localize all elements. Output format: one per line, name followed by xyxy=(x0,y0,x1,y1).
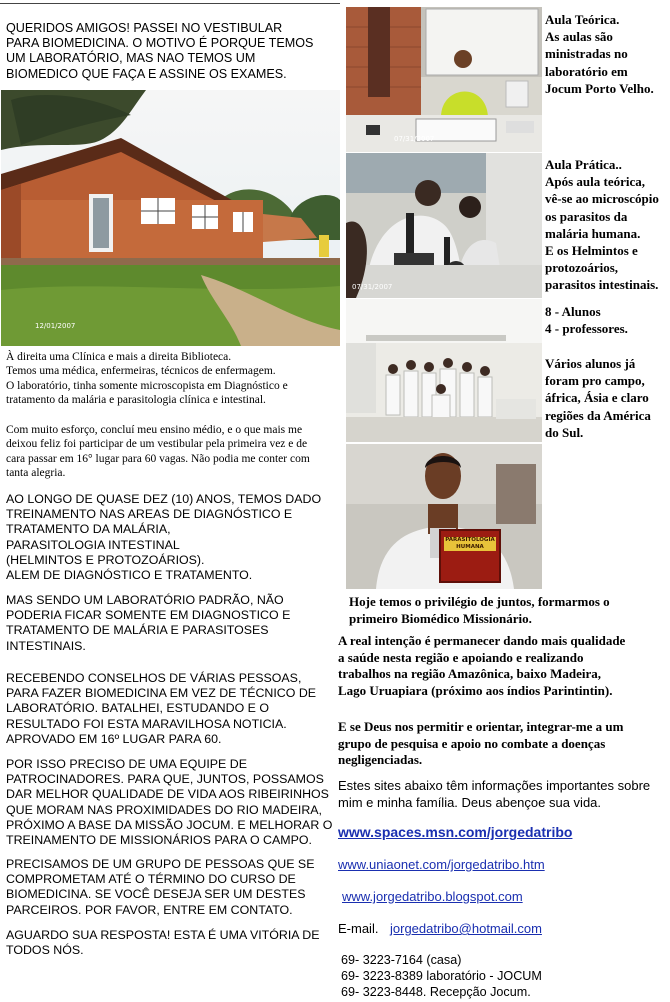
photo-date-stamp: 12/01/2007 xyxy=(35,322,76,330)
intention-text: A real intenção é permanecer dando mais qualidade a saúde nesta região e apoiando e realizando trabalhos na região Amazônica, baixo Madeira, Lago Uruapiara (próximo aos índios Parintintin). xyxy=(338,633,626,698)
phone-lab: 69- 3223-8389 laboratório - JOCUM xyxy=(341,969,542,983)
field-students-text: Vários alunos já foram pro campo, áfrica, Ásia e claro regiões da América do Sul. xyxy=(545,356,651,440)
email-label: E-mail. xyxy=(338,921,379,936)
privilege-text: Hoje temos o privilégio de juntos, formarmos o primeiro Biomédico Missionário. xyxy=(349,594,610,626)
phone-reception: 69- 3223-8448. Recepção Jocum. xyxy=(341,985,531,999)
link-spaces-msn[interactable]: www.spaces.msn.com/jorgedatribo xyxy=(338,824,573,840)
building-photo xyxy=(1,90,340,346)
intro-paragraph: QUERIDOS AMIGOS! PASSEI NO VESTIBULAR PARA BIOMEDICINA. O MOTIVO É PORQUE TEMOS UM LABORATÓRIO, MAS NAO TEMOS UM BIOMEDICO QUE FAÇA E ASSINE OS EXAMES. xyxy=(6,21,314,81)
students-group-photo xyxy=(346,299,542,442)
theory-class-photo xyxy=(346,7,542,152)
email-link[interactable]: jorgedatribo@hotmail.com xyxy=(390,921,542,936)
building-caption: À direita uma Clínica e mais a direita Biblioteca. Temos uma médica, enfermeiras, técnicos de enfermagem. O laboratório, tinha somente microscopista em Diagnóstico e tratamento da malária e parasitologia clínica e intestinal. xyxy=(6,351,288,407)
sponsors-paragraph: POR ISSO PRECISO DE UMA EQUIPE DE PATROCINADORES. PARA QUE, JUNTOS, POSSAMOS DAR MELHOR QUALIDADE DE VIDA AOS RIBEIRINHOS QUE MORAM NAS PROXIMIDADES DO RIO MADEIRA, PRÓXIMO A BASE DA MISSÃO JOCUM. E MELHORAR O TREINAMENTO DE MISSIONÁRIOS PARA O CAMPO. xyxy=(6,757,333,848)
sites-intro-text: Estes sites abaixo têm informações importantes sobre mim e minha família. Deus abençoe sua vida. xyxy=(338,778,651,810)
training-paragraph: AO LONGO DE QUASE DEZ (10) ANOS, TEMOS DADO TREINAMENTO NAS AREAS DE DIAGNÓSTICO E TRATAMENTO DA MALÁRIA, PARASITOLOGIA INTESTINAL (HELMINTOS E PROTOZOÁRIOS). ALEM DE DIAGNÓSTICO E TRATAMENTO. xyxy=(6,492,322,583)
group-paragraph: PRECISAMOS DE UM GRUPO DE PESSOAS QUE SE COMPROMETAM ATÉ O TÉRMINO DO CURSO DE BIOMEDICINA. SE VOCÊ DESEJA SER UM DESTES PARCEIROS. POR FAVOR, ENTRE EM CONTATO. xyxy=(6,857,315,917)
aula-teorica-text: Aula Teórica. As aulas são ministradas no laboratório em Jocum Porto Velho. xyxy=(545,12,654,96)
standard-lab-paragraph: MAS SENDO UM LABORATÓRIO PADRÃO, NÃO PODERIA FICAR SOMENTE EM DIAGNOSTICO E TRATAMENTO DE MALÁRIA E PARASITOSES INTESTINAIS. xyxy=(6,593,291,653)
link-blogspot[interactable]: www.jorgedatribo.blogspot.com xyxy=(342,889,523,904)
student-portrait-photo xyxy=(346,444,542,589)
photo-date-stamp: 07/31/2007 xyxy=(394,135,435,143)
link-uniaonet[interactable]: www.uniaonet.com/jorgedatribo.htm xyxy=(338,857,545,872)
class-counts-text: 8 - Alunos 4 - professores. xyxy=(545,304,628,337)
top-divider xyxy=(0,3,340,4)
book xyxy=(439,529,501,583)
effort-paragraph: Com muito esforço, concluí meu ensino médio, e o que mais me deixou feliz foi participar de um vestibular pela primeira vez e de cara passar em 16° lugar para 60 vagas. Não podia me conter com tanta alegria. xyxy=(6,424,310,480)
phone-home: 69- 3223-7164 (casa) xyxy=(341,953,462,967)
practical-class-photo xyxy=(346,153,542,298)
book-title: PARASITOLOGIA HUMANA xyxy=(445,537,495,550)
aula-pratica-text: Aula Prática.. Após aula teórica, vê-se ao microscópio os parasitos da malária humana. E os Helmintos e protozoários, parasitos intestinais. xyxy=(545,157,659,293)
closing-paragraph: AGUARDO SUA RESPOSTA! ESTA É UMA VITÓRIA DE TODOS NÓS. xyxy=(6,928,320,958)
god-willing-text: E se Deus nos permitir e orientar, integrar-me a um grupo de pesquisa e apoio no combate a doenças negligenciadas. xyxy=(338,719,624,767)
photo-date-stamp: 07/31/2007 xyxy=(352,283,393,291)
advice-paragraph: RECEBENDO CONSELHOS DE VÁRIAS PESSOAS, PARA FAZER BIOMEDICINA EM VEZ DE TÉCNICO DE LABORATÓRIO. BATALHEI, ESTUDANDO E O RESULTADO FOI ESTA MARAVILHOSA NOTICIA. APROVADO EM 16º LUGAR PARA 60. xyxy=(6,671,317,746)
